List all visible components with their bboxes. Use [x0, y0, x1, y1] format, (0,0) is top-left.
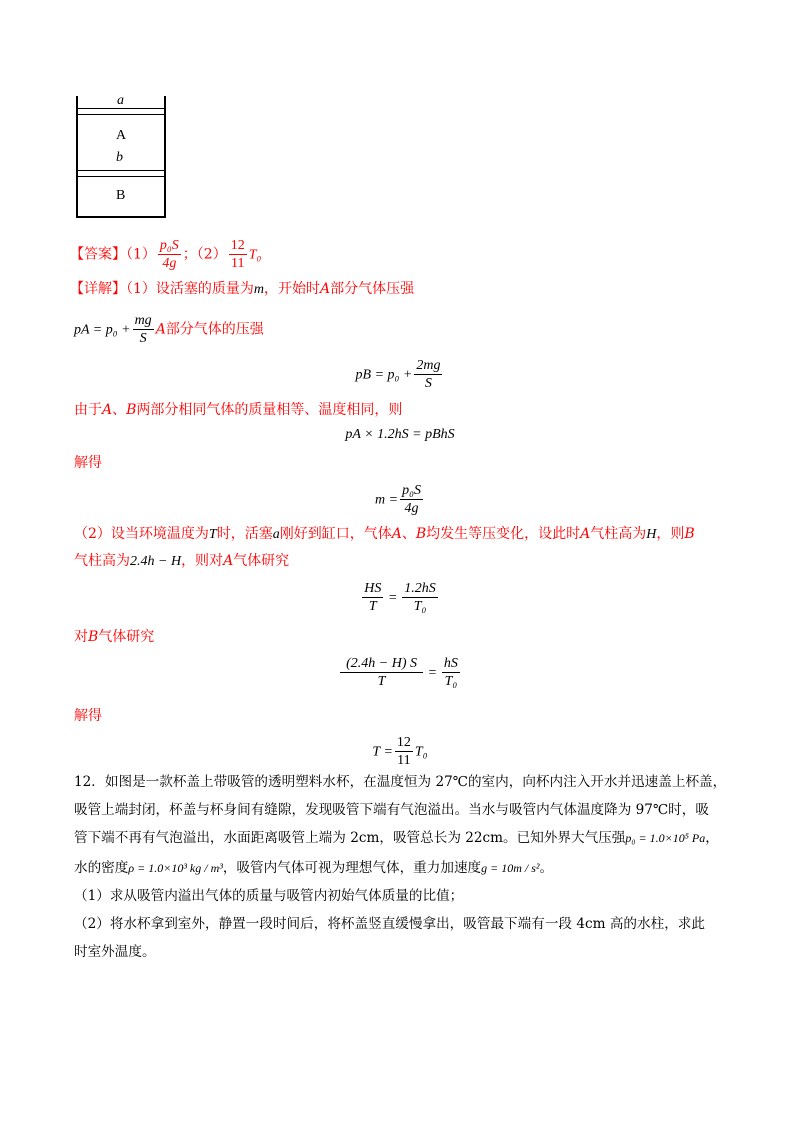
var-B-6: B [88, 629, 99, 645]
answer-f1-den: 4g [162, 256, 177, 271]
var-B-4: B [415, 526, 427, 542]
answer-fraction-1 [158, 237, 181, 272]
solve-label-2: 解得 [74, 708, 102, 724]
question-2-line-2: 时室外温度。 [74, 944, 156, 960]
var-m: m [253, 282, 265, 297]
question-1: （1）求从吸管内溢出气体的质量与吸管内初始气体质量的比值； [74, 888, 464, 904]
problem-line-4-text-b: ，吸管内气体可视为理想气体，重力加速度 [222, 860, 482, 876]
detail-text-3b: 、 [112, 402, 127, 418]
eq-pA-fraction [133, 312, 154, 347]
eq-gas-A: $\frac{HS}{T}$ = $\frac{1.2hS}{\text{T₀}}$ [364, 581, 436, 614]
eq-gas-B: $\frac{(2.4h - H) S}{T}$ = $\frac{hS}{\text{T₀}}$ [0, 655, 800, 690]
answer-prefix: 【答案】 [70, 246, 126, 263]
label-piston-b: b [116, 150, 123, 165]
var-A-2: A [155, 321, 166, 338]
var-A-3: A [102, 402, 113, 418]
var-A-6: A [223, 553, 234, 569]
piston-b-top [76, 170, 166, 171]
var-B-3: B [126, 402, 137, 418]
eq-gasA-den-left: T [368, 599, 377, 614]
answer-f2-num: 12 [230, 238, 245, 253]
eq-pB-left: pB = p₀ + [355, 367, 413, 383]
eq-m-fraction [400, 482, 423, 517]
problem-line-3 [74, 828, 719, 848]
detail-text-1c: 部分气体压强 [330, 281, 415, 297]
cylinder-diagram [76, 93, 166, 218]
piston-b-bottom [76, 176, 166, 177]
piston-a-bottom [76, 114, 166, 115]
gravity-value: g = 10m / s² [481, 861, 540, 875]
eq-pB-num: 2mg [416, 358, 441, 373]
eq-pA [74, 312, 264, 347]
detail-text-3a: 由于 [74, 402, 102, 418]
problem-line-4-text-a: 水的密度 [74, 860, 129, 876]
problem-line-3-comma: ， [705, 830, 719, 846]
part2-text-b: 时，活塞 [216, 526, 273, 542]
eq-m-num: p₀S [402, 483, 421, 498]
detail-text-2: 部分气体的压强 [165, 321, 264, 338]
eq-pB-den: S [424, 376, 432, 391]
answer-f2-var: T₀ [248, 247, 262, 263]
var-H: H [646, 527, 657, 542]
study-B-line [74, 627, 154, 647]
eq-T [0, 734, 800, 769]
eq-m-left: m = [375, 492, 399, 508]
label-gas-A: A [116, 128, 127, 143]
eq-pA-num: mg [134, 313, 152, 328]
eq-gasB-num-left: (2.4h − H) S [340, 655, 423, 673]
part2-text-h: ，则对 [181, 553, 224, 569]
detail-part2-line1 [74, 524, 695, 545]
answer-separator: ； [182, 246, 197, 263]
detail-text-1: （1）设活塞的质量为 [126, 281, 254, 297]
label-piston-a: a [117, 93, 124, 108]
answer-part2-label: （2） [196, 246, 227, 263]
part2-text-c: 刚好到缸口，气体 [279, 526, 392, 542]
eq-gasB-den-right: T₀ [444, 674, 458, 689]
eq-gasB-den-left: T [377, 674, 386, 689]
var-B-5: B [684, 526, 695, 542]
detail-text-3c: 两部分相同气体的质量相等、温度相同，则 [136, 402, 403, 418]
eq-T-num: 12 [396, 735, 411, 750]
answer-f1-num: p₀S [159, 238, 179, 253]
studyB-text-b: 气体研究 [98, 629, 155, 645]
part2-text-i: 气体研究 [233, 553, 290, 569]
part2-text-a: （2）设当环境温度为 [74, 526, 209, 542]
eq-T-fraction [395, 734, 413, 769]
part2-comma: 、 [401, 526, 416, 542]
var-A: A [320, 281, 331, 297]
eq-pB-fraction [414, 357, 442, 392]
eq-balance: pA × 1.2hS = pBhS [345, 427, 455, 442]
eq-gasA-num-left: HS [364, 581, 382, 596]
eq-m-den: 4g [404, 501, 419, 516]
problem-line-2: 吸管上端封闭，杯盖与杯身间有缝隙，发现吸管下端有气泡溢出。当水与吸管内气体温度降为 97℃时，吸 [74, 802, 709, 818]
eq-gasA-frac-right [402, 580, 438, 615]
problem-line-1: 12．如图是一款杯盖上带吸管的透明塑料水杯，在温度恒为 27℃的室内，向杯内注入开水并迅速盖上杯盖， [74, 774, 727, 790]
expr-2-4h-minus-H: 2.4h − H [130, 554, 182, 569]
eq-gasB-frac-left [340, 655, 423, 690]
eq-gasA-den-right: T₀ [413, 599, 427, 614]
question-2-line-1: （2）将水杯拿到室外，静置一段时间后，将杯盖竖直缓慢拿出，吸管最下端有一段 4cm 高的水柱，求此 [74, 916, 705, 932]
problem-line-4 [74, 858, 553, 878]
detail-line-3 [74, 400, 402, 420]
eq-pA-left: pA = p₀ + [74, 322, 131, 338]
eq-T-den: 11 [397, 753, 411, 768]
density-value: ρ = 1.0×10³ kg / m³ [128, 861, 223, 875]
answer-f2-den: 11 [230, 256, 245, 271]
eq-pA-den: S [139, 331, 147, 346]
detail-text-1b: ，开始时 [264, 281, 321, 297]
pressure-value: p₀ = 1.0×10⁵ Pa [625, 831, 706, 845]
part2-text-f: ，则 [656, 526, 685, 542]
solve-label-1: 解得 [74, 455, 102, 471]
detail-line-1 [70, 279, 414, 300]
problem-line-3-text: 管下端不再有气泡溢出，水面距离吸管上端为 2cm，吸管总长为 22cm。已知外界大气压强 [74, 830, 626, 846]
eq-gasA-num-right: 1.2hS [404, 581, 436, 596]
part2-text-d: 均发生等压变化，设此时 [426, 526, 581, 542]
eq-gasA-frac-left [362, 580, 383, 615]
detail-part2-line2 [74, 551, 289, 572]
eq-T-var: T₀ [414, 744, 428, 760]
var-A-4: A [391, 526, 402, 542]
detail-prefix: 【详解】 [70, 281, 126, 297]
eq-T-left: T = [372, 744, 393, 760]
eq-m [0, 482, 800, 517]
answer-part1-label: （1） [126, 246, 156, 263]
label-gas-B: B [116, 188, 126, 203]
eq-gasB-num-right: hS [443, 656, 458, 671]
var-A-5: A [580, 526, 591, 542]
part2-text-e: 气柱高为 [590, 526, 647, 542]
answer-line [70, 237, 261, 272]
eq-pB [0, 357, 800, 392]
studyB-text-a: 对 [74, 629, 88, 645]
var-a: a [272, 527, 280, 542]
answer-fraction-2 [229, 237, 247, 272]
part2-text-g: 气柱高为 [74, 553, 130, 569]
eq-gasB-frac-right [442, 655, 460, 690]
cylinder-bottom [76, 216, 166, 218]
problem-line-4-period: 。 [539, 860, 554, 876]
var-T: T [208, 527, 217, 542]
